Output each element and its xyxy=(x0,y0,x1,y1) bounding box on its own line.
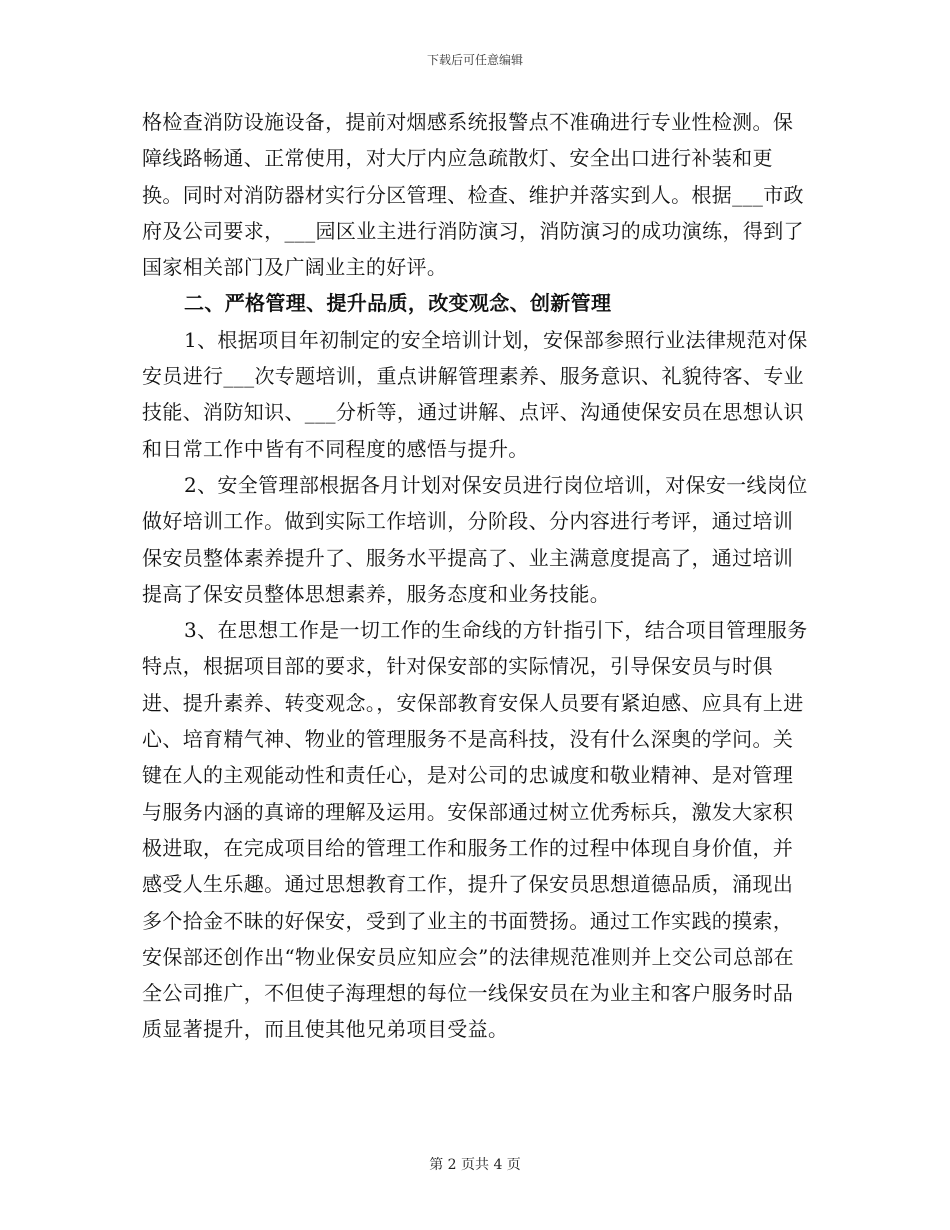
page-header: 下载后可任意编辑 xyxy=(426,53,523,67)
section-heading: 二、严格管理、提升品质，改变观念、创新管理 xyxy=(184,291,612,316)
paragraph-2: 2、安全管理部根据各月计划对保安员进行岗位培训，对保安一线岗位做好培训工作。做到实际工作培训，分阶段、分内容进行考评，通过培训保安员整体素养提升了、服务水平提高了、业主满意度提高了，通过培训提高了保安员整体思想素养，服务态度和业务技能。 xyxy=(142,472,808,606)
document-body xyxy=(142,104,812,1048)
paragraph-3: 3、在思想工作是一切工作的生命线的方针指引下，结合项目管理服务特点，根据项目部的要求，针对保安部的实际情况，引导保安员与时俱进、提升素养、转变观念。，安保部教育安保人员要有紧迫感、应具有上进心、培育精气神、物业的管理服务不是高科技，没有什么深奥的学问。关键在人的主观能动性和责任心，是对公司的忠诚度和敬业精神、是对管理与服务内涵的真谛的理解及运用。安保部通过树立优秀标兵，激发大家积极进取，在完成项目给的管理工作和服务工作的过程中体现自身价值，并感受人生乐趣。通过思想教育工作，提升了保安员思想道德品质，涌现出多个拾金不昧的好保安，受到了业主的书面赞扬。通过工作实践的摸索，安保部还创作出“物业保安员应知应会”的法律规范准则并上交公司总部在全公司推广，不但使子海理想的每位一线保安员在为业主和客户服务时品质显著提升，而且使其他兄弟项目受益。 xyxy=(142,618,808,1042)
paragraph-continued: 格检查消防设施设备，提前对烟感系统报警点不准确进行专业性检测。保障线路畅通、正常使用，对大厅内应急疏散灯、安全出口进行补装和更换。同时对消防器材实行分区管理、检查、维护并落实到人。根据___市政府及公司要求，___园区业主进行消防演习，消防演习的成功演练，得到了国家相关部门及广阔业主的好评。 xyxy=(142,110,804,280)
page-footer: 第 2 页共 4 页 xyxy=(429,1157,521,1173)
paragraph-1: 1、根据项目年初制定的安全培训计划，安保部参照行业法律规范对保安员进行___次专题培训，重点讲解管理素养、服务意识、礼貌待客、专业技能、消防知识、___分析等，通过讲解、点评、沟通使保安员在思想认识和日常工作中皆有不同程度的感悟与提升。 xyxy=(142,327,808,461)
